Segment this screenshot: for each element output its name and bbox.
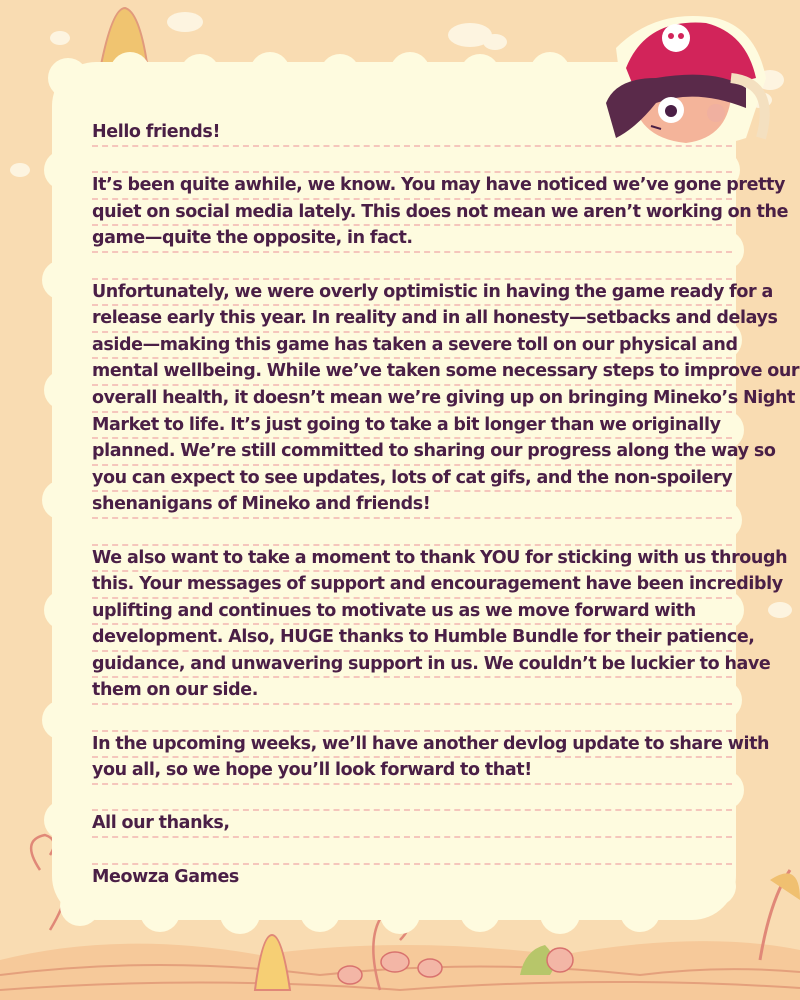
letter-line: planned. We’re still committed to sharing our progress along the way so [92,439,732,466]
letter-greeting: Hello friends! [92,120,732,147]
letter-line: It’s been quite awhile, we know. You may have noticed we’ve gone pretty [92,173,732,200]
letter-line: quiet on social media lately. This does not mean we aren’t working on the [92,200,732,227]
letter-line: release early this year. In reality and in all honesty—setbacks and delays [92,306,732,333]
letter-line: development. Also, HUGE thanks to Humble Bundle for their patience, [92,625,732,652]
letter-line: aside—making this game has taken a severe toll on our physical and [92,333,732,360]
letter-line: them on our side. [92,678,732,705]
letter-line: Unfortunately, we were overly optimistic in having the game ready for a [92,280,732,307]
letter-line: guidance, and unwavering support in us. We couldn’t be luckier to have [92,652,732,679]
letter-line: In the upcoming weeks, we’ll have another devlog update to share with [92,732,732,759]
letter-line: Market to life. It’s just going to take a bit longer than we originally [92,413,732,440]
letter-closing: All our thanks, [92,811,732,838]
letter-line: you all, so we hope you’ll look forward to that! [92,758,732,785]
letter-line: you can expect to see updates, lots of cat gifs, and the non-spoilery [92,466,732,493]
letter-line: We also want to take a moment to thank YOU for sticking with us through [92,546,732,573]
letter-signature: Meowza Games [92,866,239,887]
letter-line: mental wellbeing. While we’ve taken some necessary steps to improve our [92,359,732,386]
letter-line: uplifting and continues to motivate us as we move forward with [92,599,732,626]
letter-line: shenanigans of Mineko and friends! [92,492,732,519]
letter-line: this. Your messages of support and encouragement have been incredibly [92,572,732,599]
letter-body [92,120,800,891]
letter-line: game—quite the opposite, in fact. [92,226,732,253]
letter-line: overall health, it doesn’t mean we’re giving up on bringing Mineko’s Night [92,386,732,413]
